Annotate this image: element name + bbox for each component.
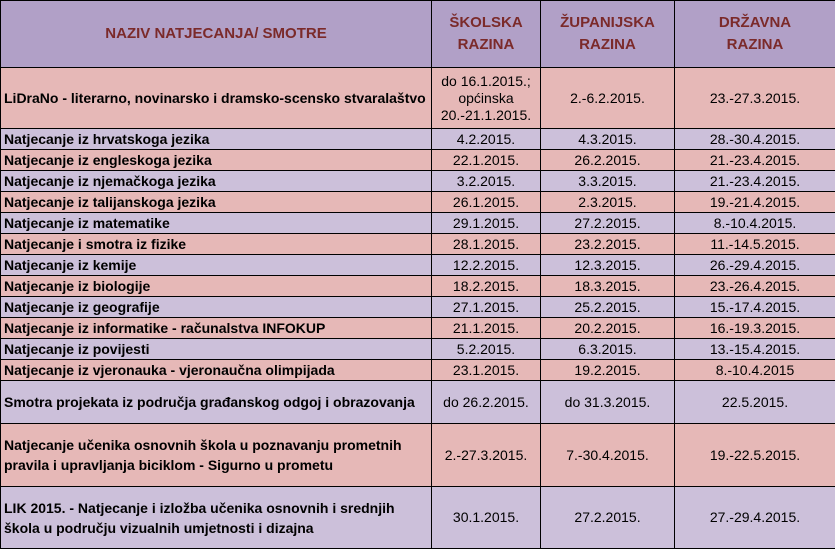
drzavna-date: 28.-30.4.2015. [675, 129, 835, 150]
skolska-date: 21.1.2015. [432, 318, 541, 339]
header-skolska-line2: RAZINA [457, 36, 515, 53]
table-row [1, 129, 835, 150]
competition-name: LiDraNo - literarno, novinarsko i dramsko-scensko stvaralaštvo [1, 68, 432, 129]
skolska-date: 22.1.2015. [432, 150, 541, 171]
zupanijska-date: 2.-6.2.2015. [541, 68, 675, 129]
drzavna-date: 8.-10.4.2015 [675, 360, 835, 381]
header-zupanijska [541, 1, 675, 68]
competition-name: Natjecanje iz engleskoga jezika [1, 150, 432, 171]
table-row [1, 487, 835, 549]
competition-name: Natjecanje iz vjeronauka - vjeronaučna olimpijada [1, 360, 432, 381]
competition-name: Natjecanje iz kemije [1, 255, 432, 276]
drzavna-date: 23.-27.3.2015. [675, 68, 835, 129]
table-row [1, 381, 835, 424]
skolska-date: 27.1.2015. [432, 297, 541, 318]
header-row [1, 1, 835, 68]
table-row [1, 276, 835, 297]
competition-name: Natjecanje učenika osnovnih škola u poznavanju prometnih pravila i upravljanja biciklom - Sigurno u prometu [1, 424, 432, 487]
header-zupanijska-line1: ŽUPANIJSKA [560, 14, 655, 31]
table-row [1, 424, 835, 487]
zupanijska-date: 4.3.2015. [541, 129, 675, 150]
table-row [1, 171, 835, 192]
skolska-date: 2.-27.3.2015. [432, 424, 541, 487]
competition-name: Natjecanje iz geografije [1, 297, 432, 318]
skolska-date: 12.2.2015. [432, 255, 541, 276]
zupanijska-date: 19.2.2015. [541, 360, 675, 381]
zupanijska-date: 3.3.2015. [541, 171, 675, 192]
header-skolska-line1: ŠKOLSKA [449, 14, 523, 31]
competition-name: Natjecanje iz povijesti [1, 339, 432, 360]
competition-name: Natjecanje iz biologije [1, 276, 432, 297]
header-skolska [432, 1, 541, 68]
drzavna-date: 16.-19.3.2015. [675, 318, 835, 339]
skolska-date: 30.1.2015. [432, 487, 541, 549]
drzavna-date: 26.-29.4.2015. [675, 255, 835, 276]
drzavna-date: 21.-23.4.2015. [675, 150, 835, 171]
header-drzavna-line1: DRŽAVNA [718, 14, 792, 31]
zupanijska-date: 7.-30.4.2015. [541, 424, 675, 487]
header-drzavna-line2: RAZINA [726, 36, 784, 53]
table-row [1, 339, 835, 360]
drzavna-date: 27.-29.4.2015. [675, 487, 835, 549]
table-row [1, 360, 835, 381]
drzavna-date: 23.-26.4.2015. [675, 276, 835, 297]
competition-name: LIK 2015. - Natjecanje i izložba učenika osnovnih i srednjih škola u području vizualnih umjetnosti i dizajna [1, 487, 432, 549]
drzavna-date: 15.-17.4.2015. [675, 297, 835, 318]
skolska-date: 29.1.2015. [432, 213, 541, 234]
drzavna-date: 19.-22.5.2015. [675, 424, 835, 487]
skolska-date: 23.1.2015. [432, 360, 541, 381]
table-row [1, 192, 835, 213]
competition-name: Natjecanje iz talijanskoga jezika [1, 192, 432, 213]
header-zupanijska-line2: RAZINA [579, 36, 636, 53]
competition-name: Natjecanje iz hrvatskoga jezika [1, 129, 432, 150]
skolska-date: 4.2.2015. [432, 129, 541, 150]
zupanijska-date: 26.2.2015. [541, 150, 675, 171]
drzavna-date: 22.5.2015. [675, 381, 835, 424]
zupanijska-date: 27.2.2015. [541, 213, 675, 234]
competition-name: Smotra projekata iz područja građanskog odgoj i obrazovanja [1, 381, 432, 424]
drzavna-date: 11.-14.5.2015. [675, 234, 835, 255]
zupanijska-date: do 31.3.2015. [541, 381, 675, 424]
table-row [1, 213, 835, 234]
table-row [1, 150, 835, 171]
zupanijska-date: 2.3.2015. [541, 192, 675, 213]
skolska-date: 3.2.2015. [432, 171, 541, 192]
header-drzavna [675, 1, 835, 68]
skolska-date: do 16.1.2015.; općinska 20.-21.1.2015. [432, 68, 541, 129]
zupanijska-date: 25.2.2015. [541, 297, 675, 318]
skolska-date: 26.1.2015. [432, 192, 541, 213]
zupanijska-date: 12.3.2015. [541, 255, 675, 276]
competition-name: Natjecanje iz matematike [1, 213, 432, 234]
drzavna-date: 13.-15.4.2015. [675, 339, 835, 360]
skolska-date: 18.2.2015. [432, 276, 541, 297]
zupanijska-date: 6.3.2015. [541, 339, 675, 360]
competition-name: Natjecanje iz informatike - računalstva INFOKUP [1, 318, 432, 339]
competition-name: Natjecanje iz njemačkoga jezika [1, 171, 432, 192]
table-row [1, 297, 835, 318]
skolska-date: do 26.2.2015. [432, 381, 541, 424]
skolska-date: 5.2.2015. [432, 339, 541, 360]
drzavna-date: 21.-23.4.2015. [675, 171, 835, 192]
table-row [1, 234, 835, 255]
skolska-date: 28.1.2015. [432, 234, 541, 255]
drzavna-date: 19.-21.4.2015. [675, 192, 835, 213]
table-row [1, 255, 835, 276]
drzavna-date: 8.-10.4.2015. [675, 213, 835, 234]
table-row [1, 318, 835, 339]
competition-name: Natjecanje i smotra iz fizike [1, 234, 432, 255]
zupanijska-date: 20.2.2015. [541, 318, 675, 339]
zupanijska-date: 18.3.2015. [541, 276, 675, 297]
table-row [1, 68, 835, 129]
zupanijska-date: 23.2.2015. [541, 234, 675, 255]
header-name: NAZIV NATJECANJA/ SMOTRE [1, 1, 432, 68]
zupanijska-date: 27.2.2015. [541, 487, 675, 549]
